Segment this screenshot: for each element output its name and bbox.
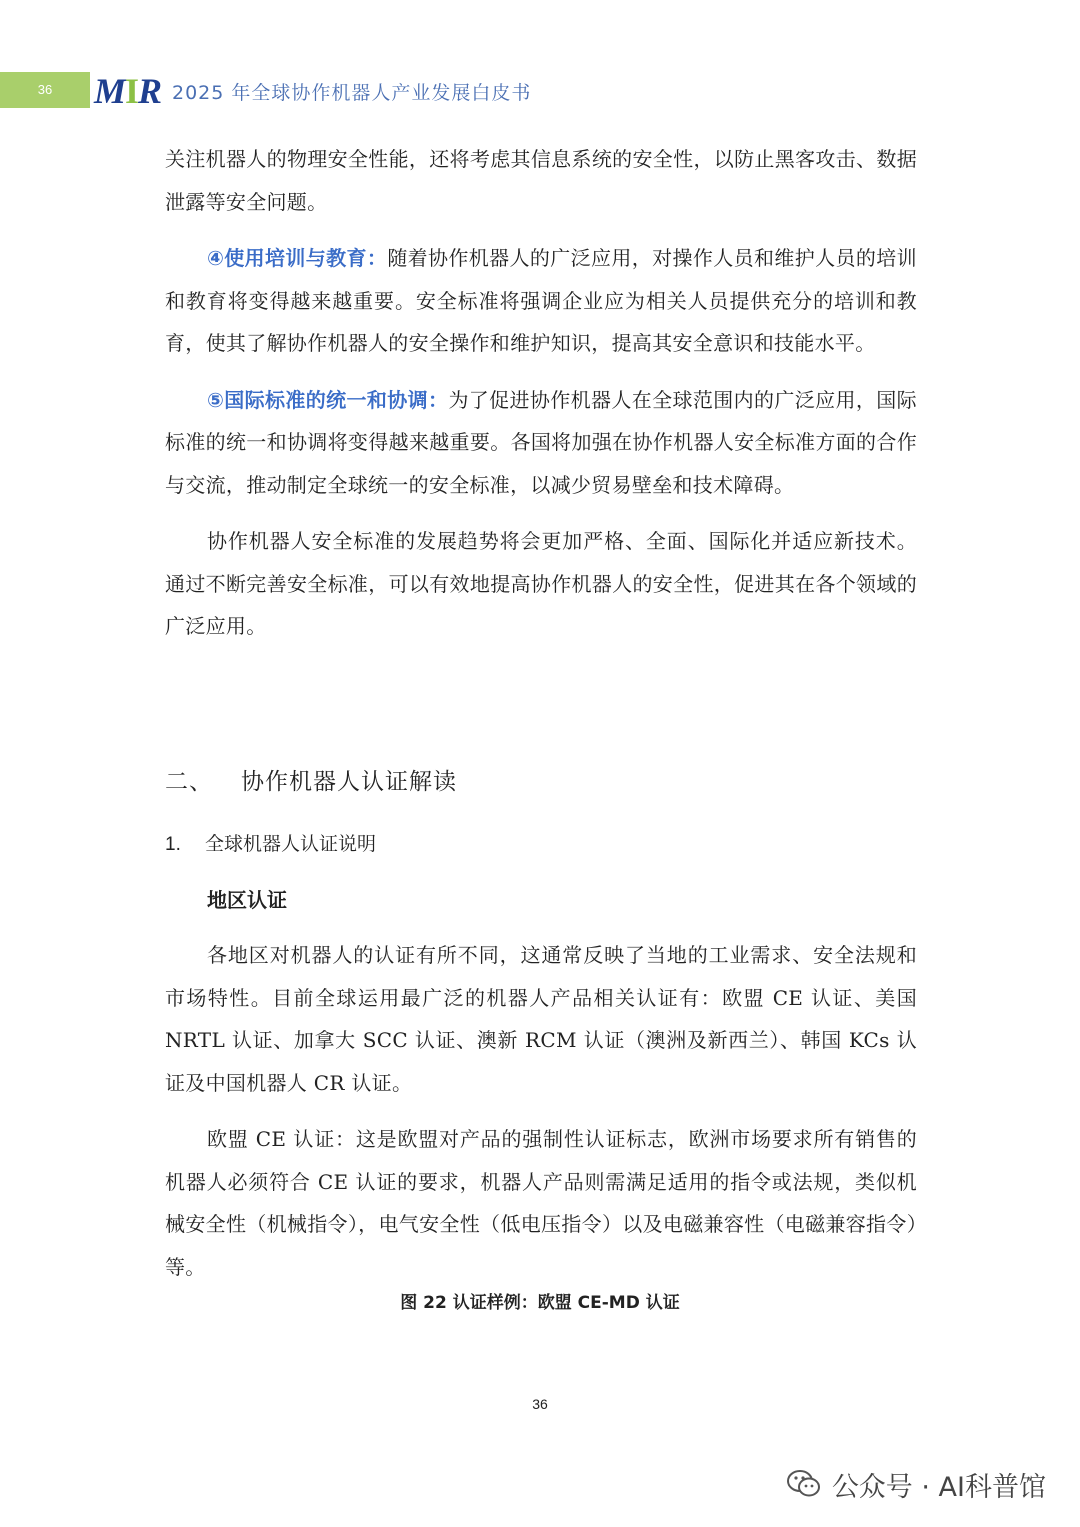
subsection-heading — [165, 824, 376, 865]
text-international: 为了促进协作机器人在全球范围内的广泛应用，国际标准的统一和协调将变得越来越重要。各国将加强在协作机器人安全标准方面的合作与交流，推动制定全球统一的安全标准，以减少贸易壁垒和技术障碍。 — [165, 387, 917, 497]
subsection-number: 1. — [165, 834, 181, 855]
section-heading — [165, 760, 457, 804]
heading-training: ④使用培训与教育： — [207, 246, 388, 270]
paragraph-ce-cert: 欧盟 CE 认证：这是欧盟对产品的强制性认证标志，欧洲市场要求所有销售的机器人必须符合 CE 认证的要求，机器人产品则需满足适用的指令或法规，类似机械安全性（机械指令），电气安全性（低电压指令）以及电磁兼容性（电磁兼容指令）等。 — [165, 1127, 917, 1279]
body-text — [165, 138, 917, 648]
paragraph-security: 关注机器人的物理安全性能，还将考虑其信息系统的安全性，以防止黑客攻击、数据泄露等安全问题。 — [165, 147, 917, 214]
logo-r: R — [138, 71, 162, 111]
logo-m: M — [94, 71, 126, 111]
document-title: 2025 年全球协作机器人产业发展白皮书 — [172, 82, 532, 104]
region-heading: 地区认证 — [207, 888, 287, 912]
subsection-title: 全球机器人认证说明 — [205, 833, 377, 855]
mir-logo — [94, 72, 161, 110]
section-number: 二、 — [165, 769, 213, 795]
figure-caption: 图 22 认证样例：欧盟 CE-MD 认证 — [400, 1293, 680, 1313]
page-number: 36 — [532, 1396, 548, 1412]
page-tab: 36 — [0, 72, 90, 108]
wechat-watermark — [786, 1462, 1046, 1506]
paragraph-international — [165, 379, 917, 507]
paragraph-region-certs: 各地区对机器人的认证有所不同，这通常反映了当地的工业需求、安全法规和市场特性。目前全球运用最广泛的机器人产品相关认证有：欧盟 CE 认证、美国 NRTL 认证、加拿大 SCC 认证、澳新 RCM 认证（澳洲及新西兰）、韩国 KCs 认证及中国机器人 CR 认证。 — [165, 943, 917, 1095]
section-title: 协作机器人认证解读 — [241, 769, 457, 795]
paragraph-training — [165, 237, 917, 365]
region-text — [165, 934, 917, 1288]
heading-international: ⑤国际标准的统一和协调： — [207, 387, 449, 412]
wechat-icon — [786, 1468, 822, 1500]
text-training: 随着协作机器人的广泛应用，对操作人员和维护人员的培训和教育将变得越来越重要。安全标准将强调企业应为相关人员提供充分的培训和教育，使其了解协作机器人的安全操作和维护知识，提高其安全意识和技能水平。 — [165, 246, 917, 355]
paragraph-trend: 协作机器人安全标准的发展趋势将会更加严格、全面、国际化并适应新技术。通过不断完善安全标准，可以有效地提高协作机器人的安全性，促进其在各个领域的广泛应用。 — [165, 529, 917, 638]
logo-i: I — [125, 71, 139, 111]
watermark-text: 公众号 · AI科普馆 — [831, 1471, 1046, 1503]
